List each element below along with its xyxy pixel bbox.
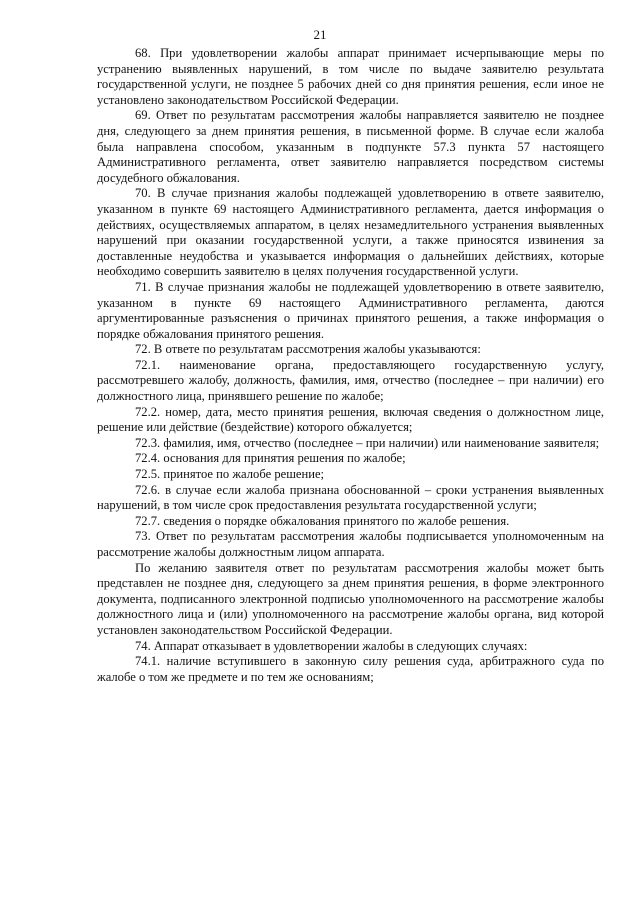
paragraph-73-electronic-response: По желанию заявителя ответ по результатам рассмотрения жалобы может быть представлен не позднее дня, следующего за днем принятия решения, в форме электронного документа, подписанного электронной подписью уполномоченного на рассмотрение жалобы должностного лица и (или) уполномоченного на рассмотрение жалобы органа, вид которой установлен законодательством Российской Федерации. [97, 560, 604, 637]
page-number: 21 [313, 27, 327, 42]
paragraph-72-4: 72.4. основания для принятия решения по жалобе; [135, 451, 406, 466]
paragraph-74-1: 74.1. наличие вступившего в законную силу решения суда, арбитражного суда по жалобе о том же предмете и по тем же основаниям; [97, 654, 604, 684]
document-body [97, 46, 604, 685]
paragraph-73: 73. Ответ по результатам рассмотрения жалобы подписывается уполномоченным на рассмотрение жалобы должностным лицом аппарата. [97, 529, 604, 559]
paragraph-74: 74. Аппарат отказывает в удовлетворении жалобы в следующих случаях: [135, 638, 528, 653]
paragraph-72-5: 72.5. принятое по жалобе решение; [135, 467, 325, 482]
paragraph-72-2: 72.2. номер, дата, место принятия решения, включая сведения о должностном лице, решение или действие (бездействие) которого обжалуется; [97, 404, 604, 435]
paragraph-72-1: 72.1. наименование органа, предоставляющего государственную услугу, рассмотревшего жалобу, должность, фамилия, имя, отчество (последнее – при наличии) его должностного лица, принявшего решение по жалобе; [97, 357, 604, 404]
paragraph-69: 69. Ответ по результатам рассмотрения жалобы направляется заявителю не позднее дня, следующего за днем принятия решения, в письменной форме. В случае если жалоба была направлена способом, указанным в подпункте 57.3 пункта 57 настоящего Административного регламента, ответ заявителю направляется посредством системы досудебного обжалования. [97, 108, 604, 185]
paragraph-72-6: 72.6. в случае если жалоба признана обоснованной – сроки устранения выявленных нарушений, в том числе срок предоставления результата государственной услуги; [97, 482, 604, 513]
paragraph-70: 70. В случае признания жалобы подлежащей удовлетворению в ответе заявителю, указанном в пункте 69 настоящего Административного регламента, дается информация о действиях, осуществляемых аппаратом, в целях незамедлительного устранения выявленных нарушений при оказании государственной услуги, а также приносятся извинения за доставленные неудобства и указывается информация о дальнейших действиях, которые необходимо совершить заявителю в целях получения государственной услуги. [97, 186, 604, 279]
paragraph-71: 71. В случае признания жалобы не подлежащей удовлетворению в ответе заявителю, указанном в пункте 69 настоящего Административного регламента, даются аргументированные разъяснения о причинах принятого решения, а также информация о порядке обжалования принятого решения. [97, 279, 604, 341]
paragraph-72-3: 72.3. фамилия, имя, отчество (последнее – при наличии) или наименование заявителя; [135, 435, 600, 450]
paragraph-72: 72. В ответе по результатам рассмотрения жалобы указываются: [135, 342, 481, 357]
paragraph-72-7: 72.7. сведения о порядке обжалования принятого по жалобе решения. [135, 513, 510, 528]
paragraph-68: 68. При удовлетворении жалобы аппарат принимает исчерпывающие меры по устранению выявленных нарушений, в том числе по выдаче заявителю результата государственной услуги, не позднее 5 рабочих дней со дня принятия решения, если иное не установлено законодательством Российской Федерации. [97, 46, 604, 107]
